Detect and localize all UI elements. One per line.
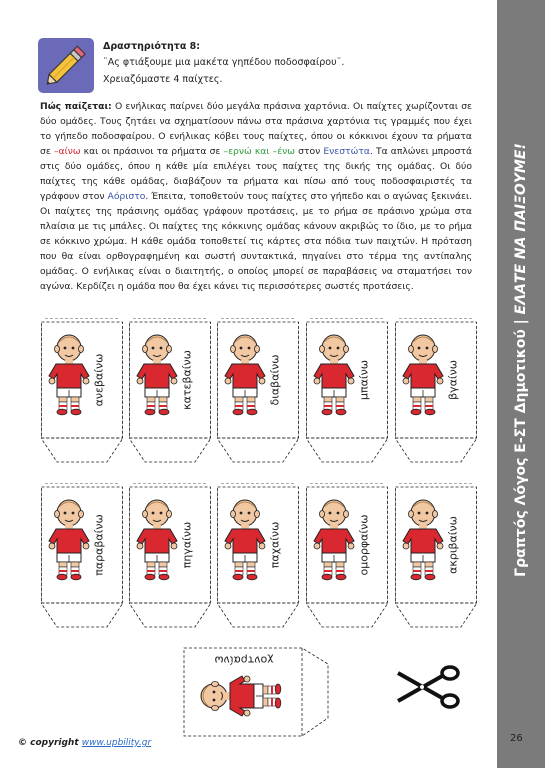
tense-aorist: Αόριστο [107, 191, 146, 202]
instructions-label: Πώς παίζεται: [40, 101, 112, 112]
activity-title: Δραστηριότητα 8: [103, 41, 201, 52]
player-verb: διαβαίνω [268, 354, 282, 406]
instructions-text: Ο ενήλικας παίρνει δύο μεγάλα πράσινα χαρτόνια. Οι παίχτες χωρίζονται σε δύο ομάδες. Τους ζητάει να σχηματίσουν πάνω στα πράσινα χαρτόνια τις γραμμές που έχει το γήπεδο ποδοσφαίρου. Ο ενήλικας κόβει τους παίχτες, όπου οι κόκκινοι έχουν τα ρήματα σε [40, 101, 473, 157]
scissors-icon [392, 665, 462, 709]
sidebar-title-book: Γραπτός Λόγος Ε-ΣΤ Δημοτικού [513, 329, 529, 577]
copyright [18, 738, 151, 748]
player-card [395, 318, 477, 465]
suffix-erno: –ερνώ [223, 146, 252, 157]
activity-players-note: Χρειαζόμαστε 4 παίχτες. [103, 74, 223, 85]
instructions-text: . Τα απλώνει μπροστά στις δύο ομάδες, όπου η κάθε μία επιλέγει τους παίχτες της δικής της ομάδας. Οι δύο παίχτες της κάθε ομάδας, διαβάζουν τα ρήματα και πίσω από τους ποδοσφαιριστές τα γράφουν στον [40, 146, 473, 202]
page-number: 26 [510, 733, 523, 744]
player-card [306, 318, 388, 465]
sidebar-separator: | [513, 319, 529, 325]
instructions-paragraph [40, 99, 472, 294]
copyright-label: © copyright [18, 738, 79, 748]
player-verb: μπαίνω [357, 360, 371, 400]
player-card-horizontal [182, 646, 330, 738]
player-verb: πηγαίνω [180, 521, 194, 569]
player-verb: ανεβαίνω [92, 353, 106, 407]
instructions-text: και [254, 146, 270, 157]
suffix-eno: –ένω [272, 146, 295, 157]
player-verb: χοντραίνω [214, 653, 274, 667]
pencil-icon [38, 38, 94, 93]
player-verb: ακριβαίνω [446, 516, 460, 574]
sidebar-title-section: ΕΛΑΤΕ ΝΑ ΠΑΙΞΟΥΜΕ! [513, 143, 529, 315]
activity-subtitle: ¨Ας φτιάξουμε μια μακέτα γηπέδου ποδοσφαίρου¨. [103, 57, 345, 68]
player-card [41, 483, 123, 630]
player-card [217, 483, 299, 630]
suffix-aino: –αίνω [53, 146, 81, 157]
player-card [129, 483, 211, 630]
tense-present: Ενεστώτα [323, 146, 370, 157]
player-card [395, 483, 477, 630]
instructions-text: . Έπειτα, τοποθετούν τους παίχτες στο γήπεδο και ο αγώνας ξεκινάει. Οι παίχτες της πράσινης ομάδας γράφουν προτάσεις, με το ρήμα σε πράσινο χρώμα στα πλαίσια με τις μπάλες. Οι παίχτες της κόκκινης ομάδας κάνουν ακριβώς το ίδιο, με το ρήμα σε κόκκινο χρώμα. Η κάθε ομάδα τοποθετεί τις κάρτες στα πόδια των παιχτών. Η πρόταση που θα είναι ορθογραφημένη και σωστή συντακτικά, πηγαίνει στο τέρμα της αντίπαλης ομάδας. Ο ενήλικας είναι ο διαιτητής, ο οποίος μπορεί σε παραβάσεις να σταματήσει τον αγώνα. Κερδίζει η ομάδα που θα έχει κάνει τις περισσότερες σωστές προτάσεις. [40, 191, 472, 292]
player-verb: ομορφαίνω [357, 514, 371, 576]
player-card [306, 483, 388, 630]
instructions-text: και οι πράσινοι τα ρήματα σε [83, 146, 221, 157]
player-verb: βγαίνω [446, 360, 460, 400]
player-verb: κατεβαίνω [180, 350, 194, 410]
instructions-text: στον [298, 146, 321, 157]
player-card [41, 318, 123, 465]
website-link[interactable]: www.upbility.gr [81, 738, 152, 748]
player-verb: παραβαίνω [92, 514, 106, 576]
sidebar-title [513, 10, 529, 710]
player-verb: παχαίνω [268, 521, 282, 569]
player-card [217, 318, 299, 465]
player-card [129, 318, 211, 465]
